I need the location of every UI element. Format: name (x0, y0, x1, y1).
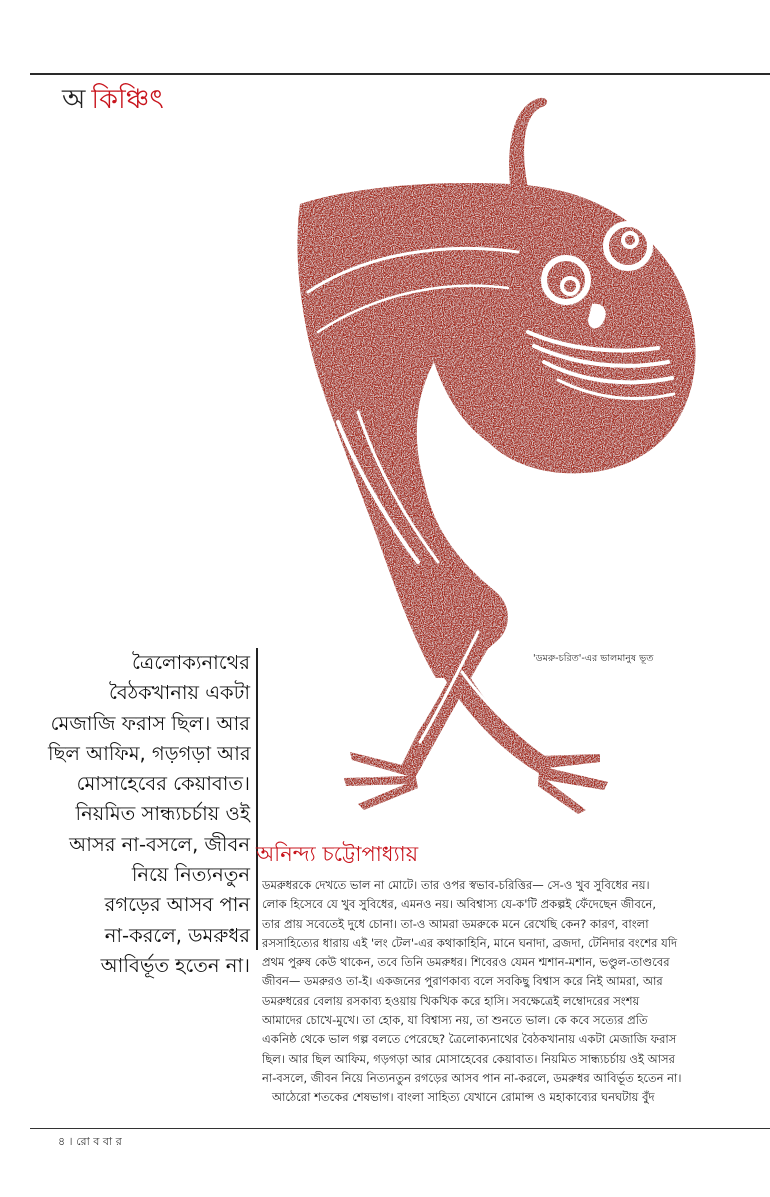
pull-quote-line: রগড়ের আসব পান (104, 893, 250, 917)
section-name: কিঞ্চিৎ (91, 84, 164, 115)
pull-quote-line: বৈঠকখানায় একটা (108, 681, 250, 705)
body-line: একনিষ্ঠ থেকে ভাল গল্প বলতে পেরেছে? ত্রৈলোক্যনাথের বৈঠকখানায় একটা মেজাজি ফরাস (262, 1032, 677, 1047)
pull-quote-line: মোসাহেবের কেয়াবাত। (76, 772, 250, 796)
author-byline: অনিন্দ্য চট্টোপাধ্যায় (256, 842, 419, 866)
illustration-caption: 'ডমরু-চরিত'-এর ভালমানুষ ভূত (533, 653, 654, 664)
pull-quote-line: ত্রৈলোক্যনাথের (131, 651, 250, 674)
body-line: আঠেরো শতকের শেষভাগ। বাংলা সাহিত্য যেখানে রোমান্স ও মহাকাব্যের ঘনঘটায় বুঁদ (272, 1090, 655, 1105)
body-line: ডমরুধরের বেলায় রসকাব্য হওয়ায় খিকখিক করে হাসি। সবক্ষেত্রেই লম্বোদরের সংশয় (262, 993, 640, 1008)
body-line: রসসাহিত্যের ধারায় এই 'লং টেল'-এর কথাকাহিনি, মানে ঘনাদা, ব্রজদা, টেনিদার বংশের যদি (262, 935, 678, 950)
body-line: ছিল। আর ছিল আফিম, গড়গড়া আর মোসাহেবের কেয়াবাত। নিয়মিত সান্ধ্যচর্চায় ওই আসর (262, 1051, 675, 1066)
demon-body-print (297, 98, 695, 814)
page-number: ৪ (58, 1135, 66, 1148)
body-line: প্রথম পুরুষ কেউ থাকেন, তবে তিনি ডমরুধর। শিবেরও যেমন শ্মশান-মশান, ভণ্ডুল-তাণ্ডবের (262, 955, 670, 970)
pull-quote (48, 648, 250, 981)
footer-separator: । (68, 1135, 73, 1148)
body-line: ডমরুধরকে দেখতে ভাল না মোটে। তার ওপর স্বভাব-চরিত্তির— সে-ও খুব সুবিধের নয়। (262, 878, 650, 892)
section-prefix: অ (62, 84, 86, 115)
body-line: লোক হিসেবে যে খুব সুবিধের, এমনও নয়। অবিশ্বাস্য যে-ক'টি প্রকল্পই ফেঁদেছেন জীবনে, (262, 897, 657, 912)
article-body (262, 876, 704, 1108)
demon-illustration (248, 92, 723, 822)
body-line: আমাদের চোখে-মুখে। তা হোক, যা বিশ্বাস্য নয়, তা শুনতে ভাল। কে কবে সত্যের প্রতি (262, 1013, 648, 1028)
section-header (62, 82, 164, 118)
body-line: তার প্রায় সবেতেই দুধে চোনা। তা-ও আমরা ডমরুকে মনে রেখেছি কেন? কারণ, বাংলা (262, 916, 649, 931)
pull-quote-line: আসর না-বসলে, জীবন (69, 832, 250, 856)
pull-quote-line: ছিল আফিম, গড়গড়া আর (48, 741, 251, 765)
pull-quote-rule (256, 648, 258, 950)
pull-quote-line: না-করলে, ডমরুধর (104, 923, 250, 947)
body-line: না-বসলে, জীবন নিয়ে নিত্যনতুন রগড়ের আসব পান না-করলে, ডমরুধর আবির্ভূত হতেন না। (262, 1070, 682, 1085)
pull-quote-line: নিয়ে নিত্যনতুন (131, 863, 250, 887)
pull-quote-line: নিয়মিত সান্ধ্যচর্চায় ওই (75, 802, 250, 826)
footer-rule (30, 1128, 770, 1129)
publication-name: রো ব বা র (76, 1135, 122, 1148)
pull-quote-line: আবির্ভূত হতেন না। (100, 953, 250, 977)
page-footer (58, 1133, 122, 1152)
pull-quote-line: মেজাজি ফরাস ছিল। আর (50, 711, 250, 735)
top-rule (30, 73, 770, 75)
body-line: জীবন— ডমরুরও তা-ই। একজনের পুরাণকাব্য বলে সবকিছু বিশ্বাস করে নিই আমরা, আর (262, 974, 663, 989)
